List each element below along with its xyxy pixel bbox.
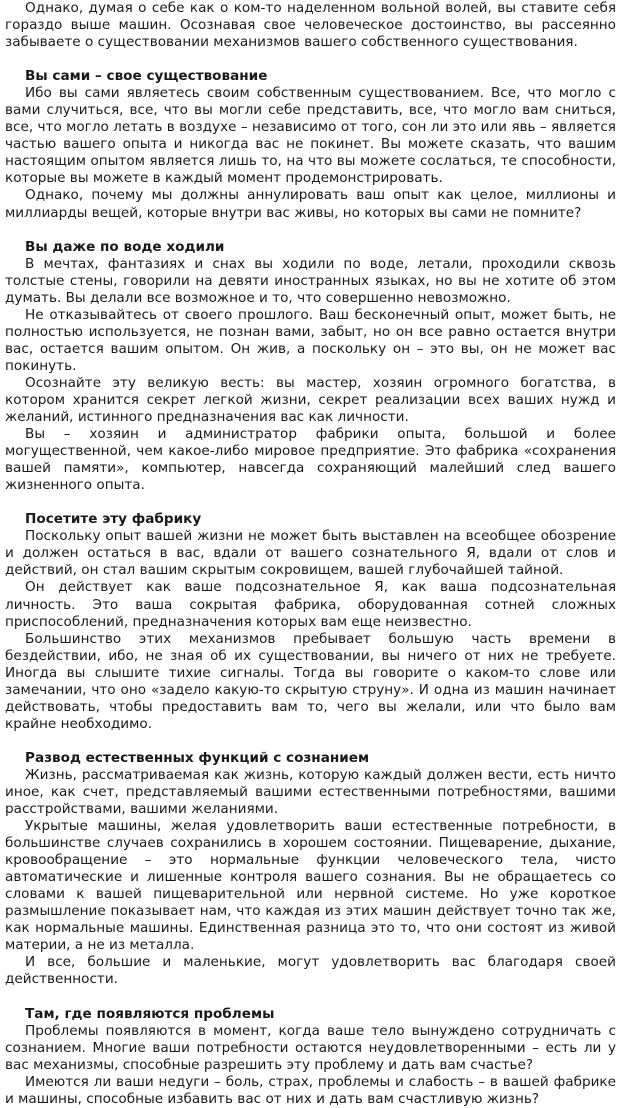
paragraph: Укрытые машины, желая удовлетворить ваши естественные потребности, в большинстве случаев сохранились в хорошем состоянии. Пищеварение, дыхание, кровообращение – это нормальные функции человеческого тела, чисто автоматические и лишенные контроля вашего сознания. Вы не обращаетесь со словами к вашей пищеварительной или нервной системе. Но уже короткое размышление показывает нам, что каждая из этих машин действует точно так же, как нормальные машины. Единственная разница это то, что они состоят из живой материи, а не из металла. — [5, 818, 616, 954]
paragraph: Поскольку опыт вашей жизни не может быть выставлен на всеобщее обозрение и должен остаться в вас, вдали от вашего сознательного Я, вдали от слов и действий, он стал вашим скрытым сокровищем, вашей глубочайшей тайной. — [5, 528, 616, 579]
paragraph: Проблемы появляются в момент, когда ваше тело вынуждено сотрудничать с сознанием. Многие ваши потребности остаются неудовлетворенными – есть ли у вас механизмы, способные разрешить эту проблему и дать вам счастье? — [5, 1022, 616, 1073]
paragraph: Вы – хозяин и администратор фабрики опыта, большой и более могущественной, чем какое-либо мировое предприятие. Это фабрика «сохранения вашей памяти», компьютер, навсегда сохраняющий малейший след вашего жизненного опыта. — [5, 426, 616, 494]
paragraph: Не отказывайтесь от своего прошлого. Ваш бесконечный опыт, может быть, не полностью используется, не познан вами, забыт, но он все равно остается внутри вас, остается вашим опытом. Он жив, а поскольку он – это вы, он не может вас покинуть. — [5, 306, 616, 374]
heading-vy-sami: Вы сами – свое существование — [25, 68, 268, 85]
document-page — [5, 0, 616, 1108]
heading-razvod: Развод естественных функций с сознанием — [25, 749, 370, 766]
section-gap — [5, 51, 616, 68]
paragraph: Ибо вы сами являетесь своим собственным существованием. Все, что могло с вами случиться, все, что вы могли себе представить, все, что могло вам сниться, все, что могло летать в воздухе – независимо от того, сон ли это или явь – является частью вашего опыта и никогда вас не покинет. Вы можете сказать, что вашим настоящим опытом является лишь то, на что вы можете сослаться, те способности, которые вы можете в каждый момент продемонстрировать. — [5, 85, 616, 187]
paragraph: Большинство этих механизмов пребывает большую часть времени в бездействии, ибо, не зная об их существовании, вы ничего от них не требуете. Иногда вы слышите тихие сигналы. Тогда вы говорите о каком-то слове или замечании, что оно «задело какую-то скрытую струну». И одна из машин начинает действовать, чтобы предоставить вам то, чего вы желали, или что было вам крайне необходимо. — [5, 630, 616, 732]
paragraph: Однако, почему мы должны аннулировать ваш опыт как целое, миллионы и миллиарды вещей, которые внутри вас живы, но которых вы сами не помните? — [5, 187, 616, 221]
paragraph-intro: Однако, думая о себе как о ком-то наделенном вольной волей, вы ставите себя гораздо выше машин. Осознавая свое человеческое достоинство, вы рассеянно забываете о существовании механизмов вашего собственного существования. — [5, 0, 616, 51]
paragraph: Осознайте эту великую весть: вы мастер, хозяин огромного богатства, в котором хранится секрет легкой жизни, секрет реализации всех ваших нужд и желаний, истинного предназначения вас как личности. — [5, 374, 616, 426]
paragraph: Жизнь, рассматриваемая как жизнь, которую каждый должен вести, есть ничто иное, как счет, представляемый вашими естественными потребностями, вашими расстройствами, вашими желаниями. — [5, 766, 616, 818]
paragraph: В мечтах, фантазиях и снах вы ходили по воде, летали, проходили сквозь толстые стены, говорили на девяти иностранных языках, но вы не хотите об этом думать. Вы делали все возможное и то, что совершенно невозможно. — [5, 255, 616, 306]
section-gap — [5, 222, 616, 239]
paragraph: И все, большие и маленькие, могут удовлетворить вас благодаря своей действенности. — [5, 954, 616, 988]
heading-problemy: Там, где появляются проблемы — [25, 1005, 275, 1022]
heading-fabrika: Посетите эту фабрику — [25, 511, 202, 528]
section-gap — [5, 494, 616, 511]
section-gap — [5, 733, 616, 750]
paragraph: Имеются ли ваши недуги – боль, страх, проблемы и слабость – в вашей фабрике и машины, способные избавить вас от них и дать вам счастливую жизнь? — [5, 1073, 616, 1107]
section-gap — [5, 989, 616, 1006]
heading-po-vode: Вы даже по воде ходили — [25, 238, 225, 255]
paragraph: Он действует как ваше подсознательное Я, как ваша подсознательная личность. Это ваша сокрытая фабрика, оборудованная сотней сложных приспособлений, предназначения которых вам еще неизвестно. — [5, 579, 616, 630]
